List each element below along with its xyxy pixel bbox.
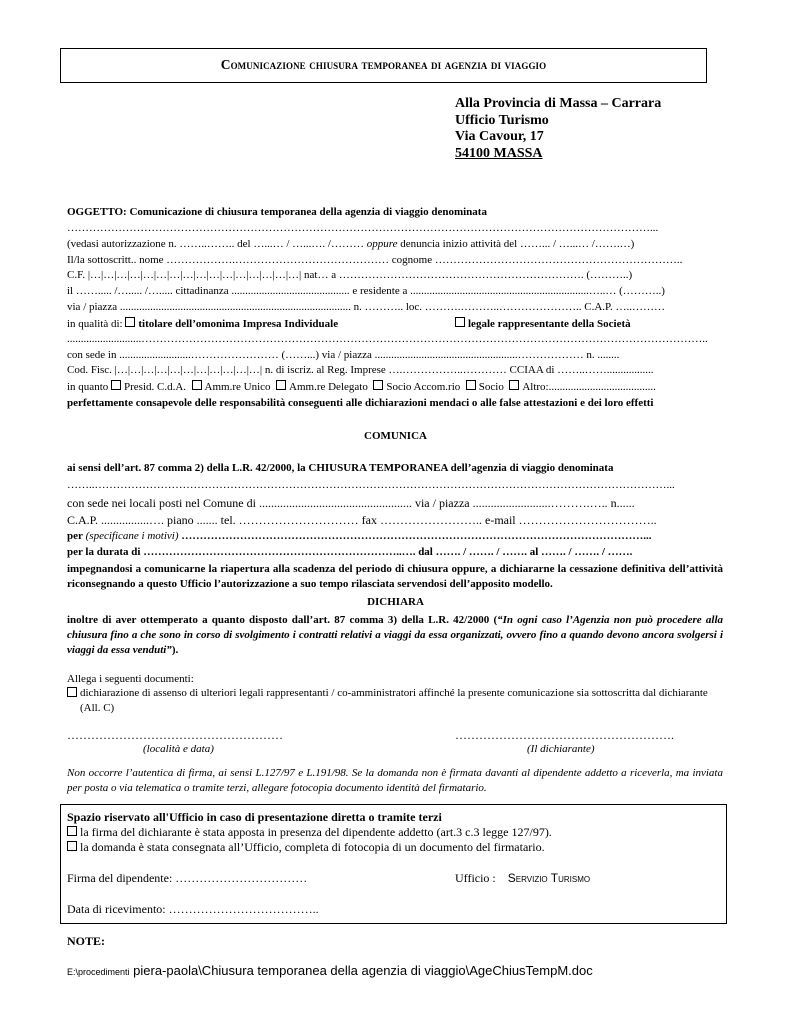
office-item-1 <box>67 825 552 840</box>
checkbox-altro[interactable] <box>509 380 519 390</box>
autorizzazione-line[interactable] <box>67 238 634 250</box>
signature-place-label: (località e data) <box>143 743 214 755</box>
per-label: per <box>67 530 83 542</box>
office-heading: Spazio riservato all'Ufficio in caso di presentazione diretta o tramite terzi <box>67 810 442 824</box>
checkbox-presid[interactable] <box>111 380 121 390</box>
dichiara-text-bold: inoltre di aver ottemperato a quanto disposto dall’art. 87 comma 3) della L.R. 42/2000 ( <box>67 614 498 626</box>
recipient-line-3: Via Cavour, 17 <box>455 129 544 144</box>
address-line[interactable]: via / piazza .................................................................................... n. ……….. loc. ……….………..………………….. C.A.P. …..……… <box>67 301 665 313</box>
allega-item: dichiarazione di assenso di ulteriori legali rappresentanti / co-amministratori affinché la presente comunicazione sia sottoscritta dal dichiarante (All. C) <box>80 687 708 714</box>
footer-prefix: E:\procedimenti <box>67 967 130 977</box>
dichiara-text-end: ). <box>171 644 179 656</box>
consapevole-line: perfettamente consapevole delle responsabilità conseguenti alle dichiarazioni mendaci o alle false attestazioni e dei loro effetti <box>67 397 654 409</box>
inquanto-opt-presid: Presid. C.d.A. <box>124 381 187 393</box>
checkbox-amm-delegato[interactable] <box>276 380 286 390</box>
dichiara-text-italic: “In ogni caso l’Agenzia non può procedere alla chiusura fino a che sono in corso di svolgimento i contratti relativi a viaggi da essa organizzati, ovvero fino a quando devono ancora svolgersi i viaggi da essa venduti” <box>67 614 724 656</box>
recipient-line-4: 54100 MASSA <box>455 146 543 161</box>
dichiara-heading: DICHIARA <box>367 596 424 608</box>
footer-path <box>67 962 593 980</box>
qualita-opt-legale: legale rappresentante della Società <box>468 318 631 330</box>
qualita-label: in qualità di: <box>67 318 126 330</box>
signature-dichiarante-label: (Il dichiarante) <box>527 743 595 755</box>
allega-item-line <box>67 687 80 700</box>
oggetto-dots[interactable]: ……………………………………………………………………………………………………………………………………………... <box>67 222 659 234</box>
dichiara-text <box>67 613 723 658</box>
autorizzazione-tail: denuncia inizio attività del ……... / …...… /…….…) <box>397 238 635 250</box>
inquanto-line <box>67 380 656 393</box>
oggetto-line <box>67 206 487 218</box>
title-box <box>60 48 707 83</box>
durata-line[interactable]: per la durata di ……………………………………………………………..…. dal ……. / ……. / ……. al ……. / ……. / ……. <box>67 546 633 558</box>
checkbox-titolare[interactable] <box>125 317 135 327</box>
office-item-2 <box>67 840 545 855</box>
comunica-heading: COMUNICA <box>364 430 427 442</box>
per-dots: ………………………………………………………………………………………………………………... <box>181 530 652 542</box>
per-italic: (specificane i motivi) <box>82 530 182 542</box>
cf-line[interactable]: C.F. |…|…|…|…|…|…|…|…|…|…|…|…|…|…|…|…| nat… a …………………………………………………………. (………..) <box>67 269 633 281</box>
codfisc-line[interactable]: Cod. Fisc. |…|…|…|…|…|…|…|…|…|…|…| n. di iscriz. al Reg. Imprese ….……………..………… CCIAA di ……..……................. <box>67 364 654 376</box>
inquanto-opt-amm-unico: Amm.re Unico <box>204 381 271 393</box>
checkbox-allega-assenso[interactable] <box>67 687 77 697</box>
inquanto-opt-amm-delegato: Amm.re Delegato <box>289 381 368 393</box>
office-ufficio-label: Ufficio : <box>455 871 499 885</box>
checkbox-legale-rappresentante[interactable] <box>455 317 465 327</box>
societa-dots[interactable]: ...........................……………………………………………………………………………………………………………………………………….. <box>67 333 708 345</box>
comunica-cap[interactable]: C.A.P. ................…. piano ....... tel. ………………………… fax …………………….. e-mail …………………………….. <box>67 513 657 527</box>
office-firma-dipendente[interactable]: Firma del dipendente: …………………………… <box>67 871 308 885</box>
oppure-text: oppure <box>366 238 398 250</box>
qualita-line <box>67 317 338 330</box>
comunica-sede[interactable]: con sede nei locali posti nel Comune di ................................................... via / piazza ..........................……….….. n...... <box>67 496 635 510</box>
inquanto-label: in quanto <box>67 381 111 393</box>
allega-label: Allega i seguenti documenti: <box>67 673 194 685</box>
comunica-sensi: ai sensi dell’art. 87 comma 2) della L.R. 42/2000, la CHIUSURA TEMPORANEA dell’agenzia di viaggio denominata <box>67 462 614 474</box>
oggetto-text: Comunicazione di chiusura temporanea della agenzia di viaggio denominata <box>126 206 487 218</box>
qualita-opt-titolare: titolare dell’omonima Impresa Individuale <box>138 318 339 330</box>
office-item-2-text: la domanda è stata consegnata all’Ufficio, completa di fotocopia di un documento del firmatario. <box>80 840 545 854</box>
qualita-opt2-line <box>455 317 631 330</box>
note-label: NOTE: <box>67 934 106 948</box>
impegnandosi-text: impegnandosi a comunicarne la riapertura alla scadenza del periodo di chiusura oppure, a dichiararne la cessazione definitiva dell’attività riconsegnando a questo Ufficio l’autorizzazione a suo tempo rilasciata servendosi dell’apposito modello. <box>67 563 723 590</box>
checkbox-socio-accomandatario[interactable] <box>373 380 383 390</box>
firma-note: Non occorre l’autentica di firma, ai sensi L.127/97 e L.191/98. Se la domanda non è firmata davanti al dipendente addetto a riceverla, ma inviata per posta o via telematica o tramite terzi, allegare fotocopia documento identità del firmatario. <box>67 767 723 794</box>
document-title: Comunicazione chiusura temporanea di agenzia di viaggio <box>220 57 547 72</box>
checkbox-office-consegna[interactable] <box>67 841 77 851</box>
comunica-dots[interactable]: ……..…………………………………………………………………………………………………………………………………………... <box>67 479 675 491</box>
checkbox-amm-unico[interactable] <box>192 380 202 390</box>
oggetto-label: OGGETTO: <box>67 206 127 218</box>
office-item-1-text: la firma del dichiarante è stata apposta in presenza del dipendente addetto (art.3 c.3 legge 127/97). <box>80 825 552 839</box>
autorizzazione-text: (vedasi autorizzazione n. ……..…….. del …...… / …...…. /……… <box>67 238 367 250</box>
sede-line[interactable]: con sede in ..........................…………………… (……...) via / piazza ....................................................……………… n. ........ <box>67 349 620 361</box>
inquanto-opt-socio-accom: Socio Accom.rio <box>386 381 461 393</box>
inquanto-opt-socio: Socio <box>478 381 504 393</box>
signature-place-dots[interactable]: ……………………………………………… <box>67 728 283 742</box>
checkbox-office-firma[interactable] <box>67 826 77 836</box>
office-ufficio-value: Servizio Turismo <box>507 871 591 885</box>
footer-file-path: piera-paola\Chiusura temporanea della agenzia di viaggio\AgeChiusTempM.doc <box>129 963 593 978</box>
recipient-line-2: Ufficio Turismo <box>455 113 549 128</box>
birth-line[interactable]: il ……..... /…..... /…..... cittadinanza ........................................... e residente a .................................................................…..… (………..) <box>67 285 665 297</box>
per-line[interactable] <box>67 530 652 542</box>
office-ufficio-line <box>455 871 590 886</box>
checkbox-socio[interactable] <box>466 380 476 390</box>
sottoscritto-line[interactable]: Il/la sottoscritt.. nome ……………….…………………………………… cognome ………………………………………………………….. <box>67 254 683 266</box>
signature-dichiarante-dots[interactable]: ………………………………………………. <box>455 728 674 742</box>
recipient-line-1: Alla Provincia di Massa – Carrara <box>455 96 662 111</box>
inquanto-opt-altro: Altro:....................................... <box>522 381 656 393</box>
office-data-ricevimento[interactable]: Data di ricevimento: ……………………………….. <box>67 902 319 916</box>
